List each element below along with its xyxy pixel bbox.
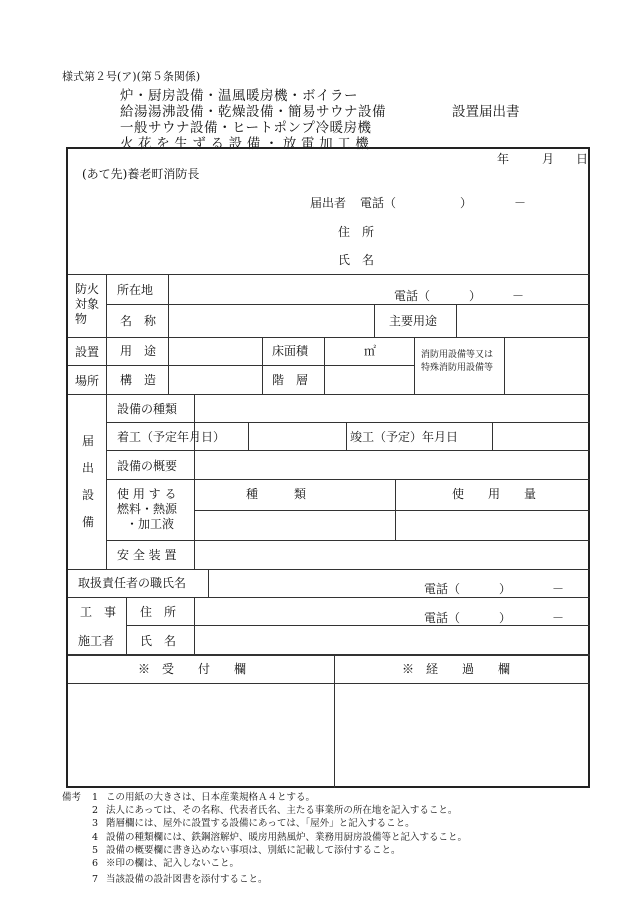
place-floor-label: 階 層 — [272, 373, 309, 387]
title-line-3: 一般サウナ設備・ヒートポンプ冷暖房機 — [120, 120, 372, 136]
title-line-1: 炉・厨房設備・温風暖房機・ボイラー — [120, 88, 358, 104]
note-text: この用紙の大きさは、日本産業規格Ａ４とする。 — [106, 792, 316, 803]
place-label-bottom: 場所 — [75, 374, 100, 388]
object-phone-dash: － — [512, 289, 525, 303]
title-line-2: 給湯湯沸設備・乾燥設備・簡易サウナ設備 — [120, 104, 386, 120]
divider — [208, 569, 209, 597]
manager-phone-label: 電話（ — [424, 582, 461, 596]
equipment-label-char-3: 設 — [82, 488, 95, 502]
divider — [248, 422, 249, 450]
divider — [68, 394, 590, 395]
date-year-label: 年 — [497, 152, 510, 166]
divider — [126, 625, 590, 626]
manager-label: 取扱責任者の職氏名 — [78, 576, 187, 590]
applicant-address-label: 住 所 — [338, 225, 375, 239]
object-label-3: 物 — [75, 312, 88, 326]
contractor-label-top: 工 事 — [80, 605, 117, 619]
divider — [68, 569, 590, 570]
divider — [492, 422, 493, 450]
progress-header: ※ 経 過 欄 — [402, 662, 511, 676]
divider — [68, 274, 590, 275]
date-month-label: 月 — [542, 152, 555, 166]
divider — [68, 654, 590, 656]
note-text: 法人にあっては、その名称、代表者氏名、主たる事業所の所在地を記入すること。 — [106, 805, 458, 817]
place-floor-area-label: 床面積 — [272, 344, 309, 358]
place-label-top: 設置 — [75, 345, 100, 359]
divider — [106, 304, 590, 305]
divider — [106, 274, 107, 337]
place-structure-label: 構 造 — [120, 373, 157, 387]
note-text: 設備の種類欄には、鉄鋼溶解炉、暖房用熱風炉、業務用厨房設備等と記入すること。 — [106, 831, 468, 843]
equipment-safety-label: 安 全 装 置 — [117, 548, 177, 562]
form-frame — [66, 147, 590, 788]
object-name-label: 名 称 — [120, 314, 157, 328]
divider — [68, 683, 590, 684]
object-label-2: 対象 — [75, 297, 100, 311]
divider — [106, 479, 590, 480]
equipment-amount-header: 使 用 量 — [452, 487, 537, 501]
equipment-fuel-line-2: 燃料・熱源 — [117, 502, 178, 516]
contractor-label-bottom: 施工者 — [78, 634, 115, 648]
contractor-phone-label: 電話（ — [424, 611, 461, 625]
notes — [62, 791, 467, 886]
divider — [106, 450, 590, 451]
divider — [346, 422, 347, 450]
divider — [414, 337, 415, 394]
applicant-phone-label: 電話（ — [360, 196, 397, 210]
place-use-label: 用 途 — [120, 344, 157, 358]
divider — [106, 540, 590, 541]
divider — [194, 510, 590, 511]
note-number: 1 — [91, 792, 98, 803]
note-number: 7 — [91, 874, 98, 886]
divider — [68, 597, 590, 598]
place-fire-equipment-line-2: 特殊消防用設備等 — [421, 363, 494, 373]
note-number: 5 — [91, 844, 98, 856]
note-text: 設備の概要欄に書き込めない事項は、別紙に記載して添付すること。 — [106, 844, 401, 856]
document-title: 設置届出書 — [452, 104, 520, 120]
object-phone-close: ） — [469, 289, 482, 303]
note-number: 6 — [91, 858, 98, 870]
equipment-type-label: 設備の種類 — [117, 402, 178, 416]
equipment-fuel-line-3: ・加工液 — [126, 517, 175, 531]
divider — [68, 337, 590, 338]
equipment-completion-label: 竣工（予定）年月日 — [350, 430, 459, 444]
note-text: 階層欄には、屋外に設置する設備にあっては、「屋外」と記入すること。 — [106, 818, 415, 830]
applicant-phone-dash: － — [514, 196, 527, 210]
note-number: 2 — [91, 805, 98, 817]
manager-phone-dash: － — [552, 582, 565, 596]
equipment-label-char-2: 出 — [82, 461, 95, 475]
divider — [504, 337, 505, 394]
note-number: 3 — [91, 818, 98, 830]
title-line-4: 火花を生ずる設備・放電加工機 — [120, 136, 374, 152]
divider — [334, 655, 335, 788]
note-text: 当該設備の設計図書を添付すること。 — [106, 874, 268, 886]
contractor-address-label: 住 所 — [140, 605, 177, 619]
divider — [106, 394, 107, 569]
equipment-overview-label: 設備の概要 — [117, 459, 178, 473]
manager-phone-close: ） — [499, 582, 512, 596]
contractor-name-label: 氏 名 — [140, 634, 177, 648]
object-location-label: 所在地 — [117, 283, 154, 297]
object-label-1: 防火 — [75, 282, 100, 296]
applicant-label: 届出者 — [310, 196, 347, 210]
equipment-label-char-1: 届 — [82, 434, 95, 448]
note-text: ※印の欄は、記入しないこと。 — [106, 858, 240, 870]
object-main-use-label: 主要用途 — [389, 314, 438, 328]
equipment-start-label: 着工（予定年月日） — [117, 430, 226, 444]
note-number: 4 — [91, 831, 98, 843]
place-fire-equipment-line-1: 消防用設備等又は — [421, 350, 494, 360]
divider — [168, 274, 169, 337]
applicant-phone-close: ） — [460, 196, 473, 210]
contractor-phone-dash: － — [552, 611, 565, 625]
contractor-phone-close: ） — [499, 611, 512, 625]
divider — [374, 304, 375, 337]
equipment-label-char-4: 備 — [82, 515, 95, 529]
applicant-name-label: 氏 名 — [338, 253, 375, 267]
object-phone-label: 電話（ — [394, 289, 431, 303]
place-area-unit: ㎡ — [364, 344, 377, 358]
divider — [456, 304, 457, 337]
reception-header: ※ 受 付 欄 — [138, 662, 247, 676]
divider — [68, 365, 414, 366]
form-number: 様式第２号(ア)(第５条関係) — [62, 70, 201, 83]
divider — [395, 479, 396, 540]
divider — [194, 394, 195, 569]
date-day-label: 日 — [576, 152, 589, 166]
notes-label: 備考 — [62, 792, 82, 803]
addressee: (あて先)養老町消防長 — [82, 167, 200, 181]
equipment-fuel-line-1: 使 用 す る — [117, 487, 177, 501]
equipment-kind-header: 種 類 — [246, 487, 307, 501]
divider — [106, 422, 590, 423]
